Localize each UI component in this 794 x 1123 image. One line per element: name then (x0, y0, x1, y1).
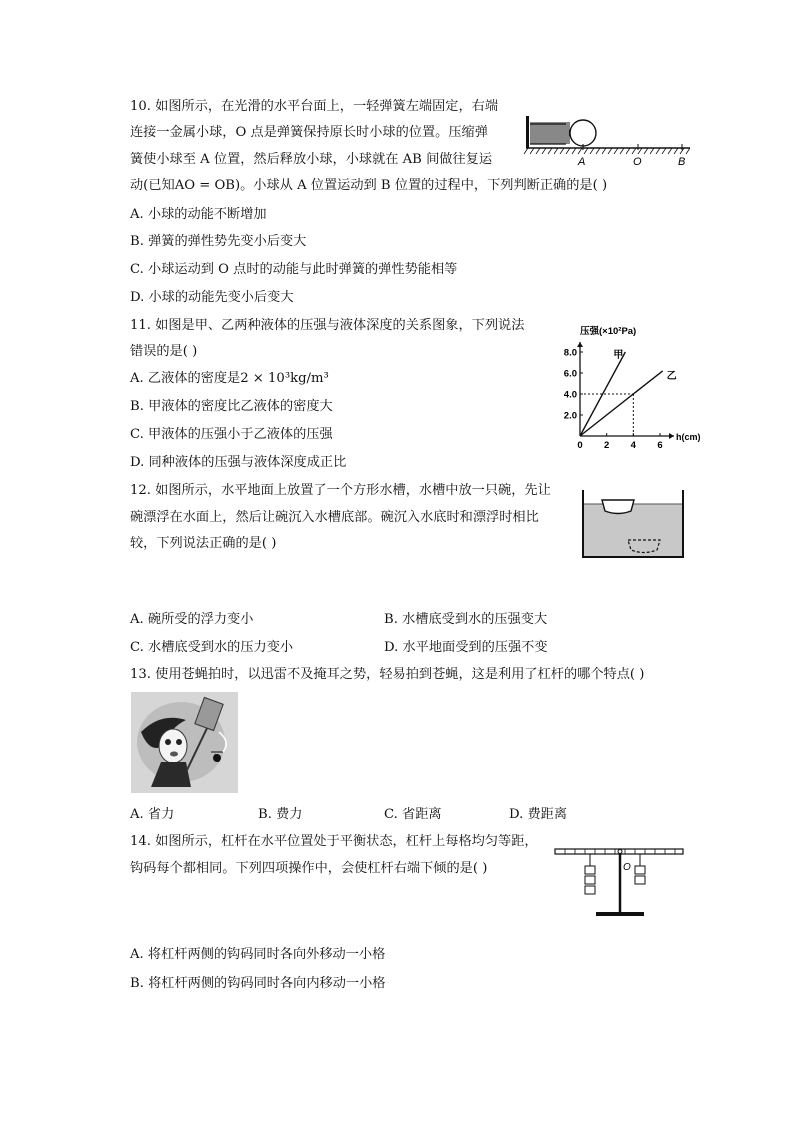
q10-line-2: 连接一金属小球，O 点是弹簧保持原长时小球的位置。压缩弹 (130, 125, 488, 140)
y-axis-arrow (577, 342, 583, 347)
q12-option-d: D. 水平地面受到的压强不变 (384, 640, 548, 655)
q13-option-b: B. 费力 (258, 807, 303, 822)
q14-option-a: A. 将杠杆两侧的钩码同时各向外移动一小格 (130, 947, 386, 962)
q11-option-b: B. 甲液体的密度比乙液体的密度大 (130, 399, 333, 414)
q11-option-d: D. 同种液体的压强与液体深度成正比 (130, 455, 347, 470)
q13-option-c: C. 省距离 (384, 807, 442, 822)
q13-option-d: D. 费距离 (509, 807, 568, 822)
q11-option-c: C. 甲液体的压强小于乙液体的压强 (130, 427, 333, 442)
label-b: B (678, 156, 686, 168)
series-label-2: 乙 (666, 370, 677, 382)
q13-option-a: A. 省力 (130, 807, 175, 822)
lever-figure (550, 840, 688, 920)
x-tick-label: 6 (657, 440, 663, 451)
q10-option-c: C. 小球运动到 O 点时的动能与此时弹簧的弹性势能相等 (130, 262, 458, 277)
series-line-1 (580, 352, 625, 436)
q12-line-3: 较，下列说法正确的是( ) (130, 536, 277, 551)
y-tick-label: 8.0 (563, 347, 577, 359)
y-axis-label: 压强(×10²Pa) (580, 326, 637, 337)
q10-option-d: D. 小球的动能先变小后变大 (130, 290, 294, 305)
fly-swatter-image (131, 692, 238, 793)
series-line-2 (580, 371, 663, 436)
pressure-depth-chart (560, 322, 701, 451)
q10-line-1: 10. 如图所示，在光滑的水平台面上，一轻弹簧左端固定，右端 (130, 99, 499, 114)
q12-option-b: B. 水槽底受到水的压强变大 (384, 612, 548, 627)
q10-line-4: 动(已知AO = OB)。小球从 A 位置运动到 B 位置的过程中，下列判断正确的是( ) (130, 178, 608, 193)
q10-option-b: B. 弹簧的弹性势先变小后变大 (130, 234, 307, 249)
x-tick-label: 2 (604, 440, 610, 451)
x-tick-label: 4 (630, 440, 636, 451)
spring-ball-figure (522, 110, 694, 172)
label-o: O (633, 156, 642, 168)
q13-line-1: 13. 使用苍蝇拍时，以迅雷不及掩耳之势，轻易拍到苍蝇，这是利用了杠杆的哪个特点( ) (130, 667, 645, 682)
series-label-1: 甲 (613, 350, 624, 361)
y-tick-label: 6.0 (563, 368, 577, 380)
x-tick-label: 0 (577, 440, 583, 451)
q12-line-2: 碗漂浮在水面上，然后让碗沉入水槽底部。碗沉入水底时和漂浮时相比 (130, 510, 539, 525)
q11-line-1: 11. 如图是甲、乙两种液体的压强与液体深度的关系图象，下列说法 (130, 318, 525, 333)
x-axis-arrow (669, 433, 674, 439)
q12-line-1: 12. 如图所示，水平地面上放置了一个方形水槽，水槽中放一只碗，先让 (130, 483, 551, 498)
water-tank-figure (580, 488, 686, 560)
label-o: O (623, 862, 631, 873)
q12-option-a: A. 碗所受的浮力变小 (130, 612, 254, 627)
q10-option-a: A. 小球的动能不断增加 (130, 207, 267, 222)
x-axis-label: h(cm) (676, 432, 701, 442)
y-tick-label: 2.0 (563, 410, 577, 422)
q11-option-a: A. 乙液体的密度是2 × 10³kg/m³ (130, 371, 329, 386)
label-a: A (578, 156, 586, 168)
q10-line-3: 簧使小球至 A 位置，然后释放小球，小球就在 AB 间做往复运 (130, 152, 493, 167)
y-tick-label: 4.0 (563, 389, 577, 401)
q12-option-c: C. 水槽底受到水的压力变小 (130, 640, 294, 655)
q11-line-2: 错误的是( ) (130, 344, 198, 359)
q14-line-1: 14. 如图所示，杠杆在水平位置处于平衡状态，杠杆上每格均匀等距， (130, 834, 538, 849)
floating-bowl (602, 500, 634, 514)
q14-option-b: B. 将杠杆两侧的钩码同时各向内移动一小格 (130, 976, 386, 991)
q14-line-2: 钩码每个都相同。下列四项操作中，会使杠杆右端下倾的是( ) (130, 861, 488, 876)
